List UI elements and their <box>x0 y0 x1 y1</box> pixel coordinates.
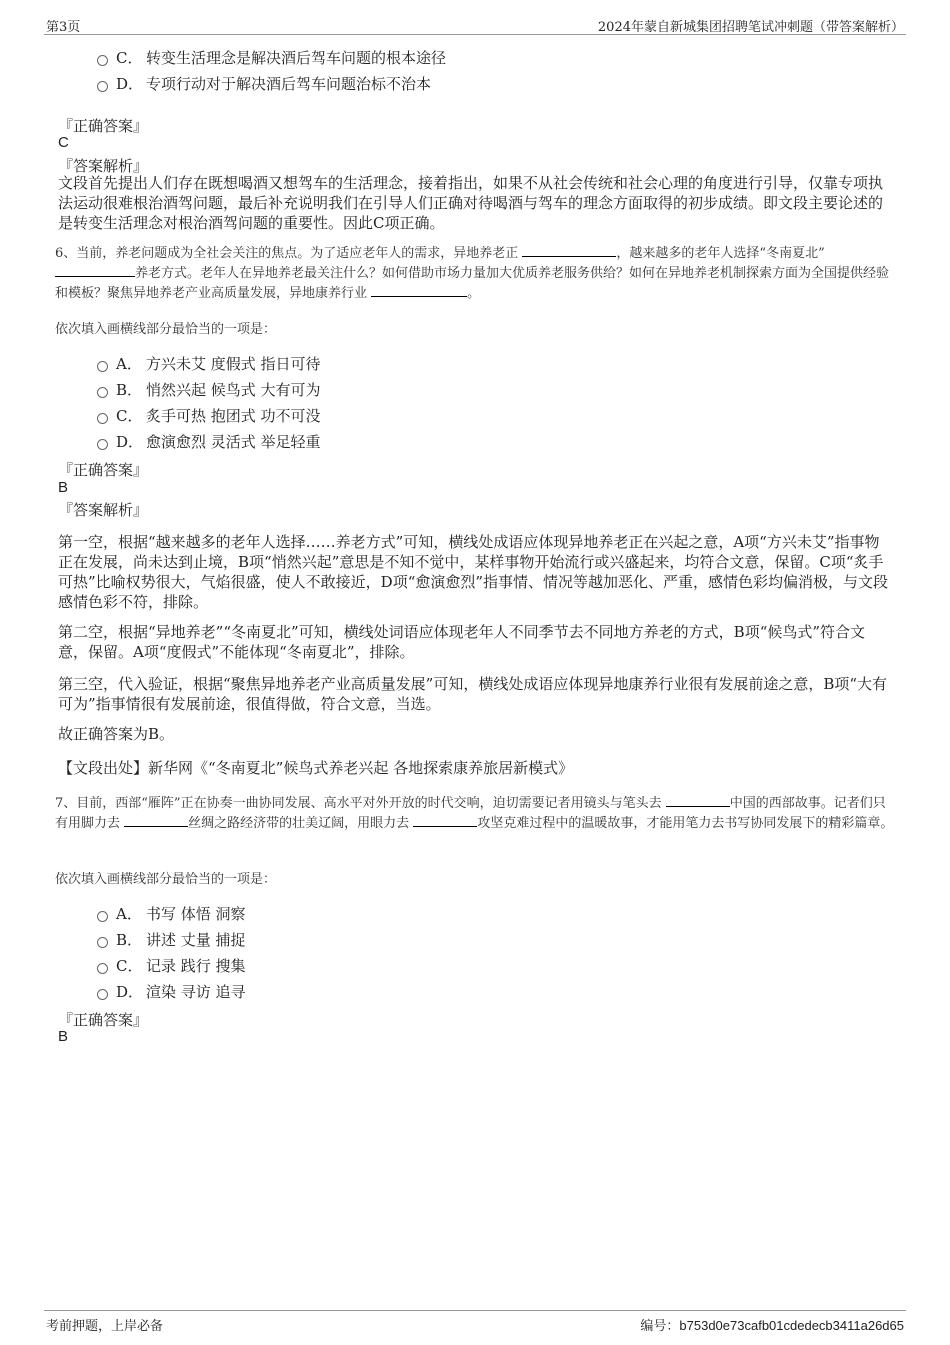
q7-stem: 7、目前，西部“雁阵”正在协奏一曲协同发展、高水平对外开放的时代交响，迫切需要记者用镜头与笔头去 中国的西部故事。记者们只有用脚力去 丝绸之路经济带的壮美辽阔，用眼力去 攻坚克难过程中的温暖故事，才能用笔力去书写协同发展下的精彩篇章。 <box>55 796 894 831</box>
radio-icon[interactable] <box>97 439 108 450</box>
blank-3 <box>371 284 467 297</box>
q7-option-d[interactable]: D． 渲染 寻访 追寻 <box>97 978 246 1004</box>
q6-stem: 6、当前，养老问题成为全社会关注的焦点。为了适应老年人的需求，异地养老正 ，越来越多的老年人选择“冬南夏北” 养老方式。老年人在异地养老最关注什么？如何借助市场力量加大优质养老服务供给？如何在异地养老机制探索方面为全国提供经验和模板？聚焦异地养老产业高质量发展，异地康养行业 。 <box>55 246 890 301</box>
blank-1 <box>666 794 730 807</box>
footer-serial: 编号：b753d0e73cafb01cdedecb3411a26d65 <box>640 1318 904 1333</box>
radio-icon[interactable] <box>97 989 108 1000</box>
q6-answer: B <box>58 479 69 496</box>
q6-analysis-label: 『答案解析』 <box>58 501 149 519</box>
radio-icon[interactable] <box>97 361 108 372</box>
page-footer <box>44 1310 906 1334</box>
radio-icon[interactable] <box>97 81 108 92</box>
document-title: 2024年蒙自新城集团招聘笔试冲刺题（带答案解析） <box>597 20 904 35</box>
footer-slogan: 考前押题，上岸必备 <box>46 1319 164 1334</box>
q7-option-b[interactable]: B． 讲述 丈量 捕捉 <box>97 926 246 952</box>
q6-option-a[interactable]: A． 方兴未艾 度假式 指日可待 <box>97 350 321 376</box>
blank-2 <box>55 264 135 277</box>
q6-options <box>97 350 321 454</box>
q6-answer-label: 『正确答案』 <box>58 461 149 479</box>
q7-answer-label: 『正确答案』 <box>58 1011 149 1029</box>
blank-1 <box>522 244 616 257</box>
q7-instruction: 依次填入画横线部分最恰当的一项是： <box>55 872 277 887</box>
q6-option-b[interactable]: B． 悄然兴起 候鸟式 大有可为 <box>97 376 321 402</box>
q6-instruction: 依次填入画横线部分最恰当的一项是： <box>55 322 277 337</box>
q5-answer: C <box>58 134 69 151</box>
q6-analysis-p1: 第一空，根据“越来越多的老年人选择……养老方式”可知，横线处成语应体现异地养老正在兴起之意，A项“方兴未艾”指事物正在发展，尚未达到止境，B项“悄然兴起”意思是不知不觉中，某样事物开始流行或兴盛起来，均符合文意，保留。C项“炙手可热”比喻权势很大，气焰很盛，使人不敢接近，D项“愈演愈烈”指事情、情况等越加恶化、严重，感情色彩均偏消极，与文段感情色彩不符，排除。 <box>58 533 889 611</box>
q6-analysis-p3: 第三空，代入验证，根据“聚焦异地养老产业高质量发展”可知，横线处成语应体现异地康养行业很有发展前途之意，B项“大有可为”指事情很有发展前途，很值得做，符合文意，当选。 <box>58 675 888 713</box>
page-header <box>44 14 906 35</box>
q6-analysis-p4: 故正确答案为B。 <box>58 725 175 743</box>
radio-icon[interactable] <box>97 55 108 66</box>
q5-analysis-label: 『答案解析』 <box>58 157 149 175</box>
page-number: 第3页 <box>46 20 81 35</box>
radio-icon[interactable] <box>97 387 108 398</box>
q5-option-c[interactable]: C． 转变生活理念是解决酒后驾车问题的根本途径 <box>97 44 446 70</box>
q5-options <box>97 44 446 96</box>
q7-options <box>97 900 246 1004</box>
q6-option-d[interactable]: D． 愈演愈烈 灵活式 举足轻重 <box>97 428 321 454</box>
q5-analysis: 文段首先提出人们存在既想喝酒又想驾车的生活理念，接着指出，如果不从社会传统和社会心理的角度进行引导，仅靠专项执法运动很难根治酒驾问题，最后补充说明我们在引导人们正确对待喝酒与驾车的理念方面取得的初步成绩。即文段主要论述的是转变生活理念对根治酒驾问题的重要性。因此C项正确。 <box>58 174 884 232</box>
radio-icon[interactable] <box>97 963 108 974</box>
q7-option-a[interactable]: A． 书写 体悟 洞察 <box>97 900 246 926</box>
q6-analysis-p2: 第二空，根据“异地养老”“冬南夏北”可知，横线处词语应体现老年人不同季节去不同地方养老的方式，B项“候鸟式”符合文意，保留。A项“度假式”不能体现“冬南夏北”，排除。 <box>58 623 866 661</box>
blank-2 <box>124 814 188 827</box>
q5-option-d[interactable]: D． 专项行动对于解决酒后驾车问题治标不治本 <box>97 70 446 96</box>
q6-source: 【文段出处】新华网《“冬南夏北”候鸟式养老兴起 各地探索康养旅居新模式》 <box>58 759 574 777</box>
q7-option-c[interactable]: C． 记录 践行 搜集 <box>97 952 246 978</box>
q5-answer-label: 『正确答案』 <box>58 117 149 135</box>
radio-icon[interactable] <box>97 413 108 424</box>
q7-answer: B <box>58 1028 69 1045</box>
blank-3 <box>413 814 477 827</box>
radio-icon[interactable] <box>97 937 108 948</box>
q6-option-c[interactable]: C． 炙手可热 抱团式 功不可没 <box>97 402 321 428</box>
radio-icon[interactable] <box>97 911 108 922</box>
